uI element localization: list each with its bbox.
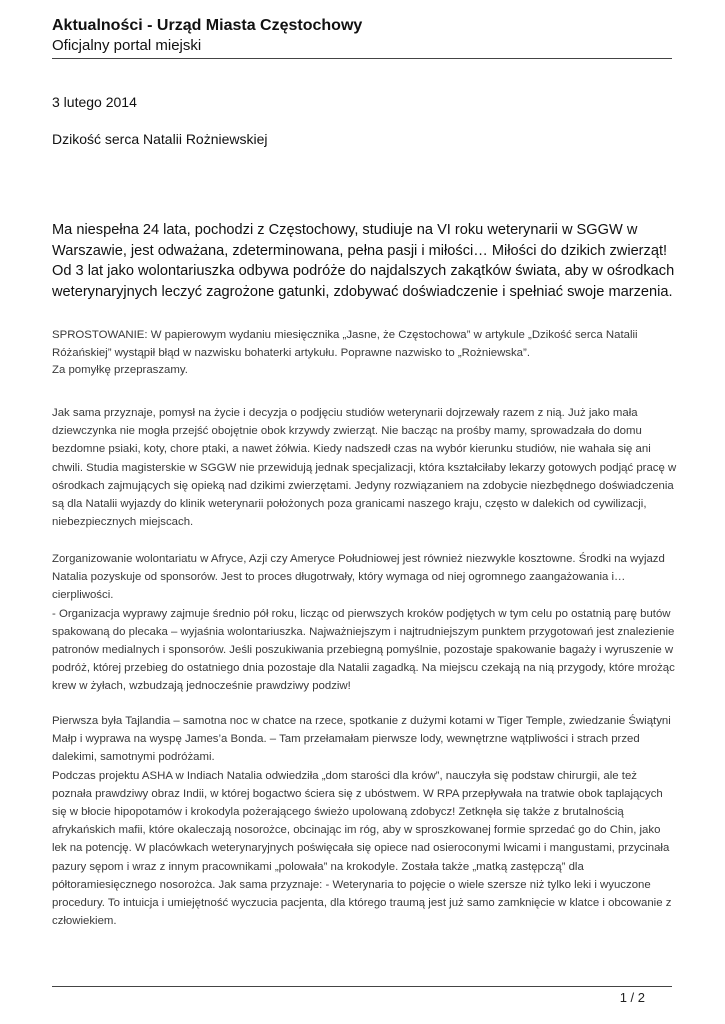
body-paragraph-4: Pierwsza była Tajlandia – samotna noc w chatce na rzece, spotkanie z dużymi kotami w Tiger Temple, zwiedzanie Świątyni Małp i wyprawa na wyspę James’a Bonda. – Tam przełamałam pierwsze lody, wewnętrzne wątpliwości i strach przed dalekimi, samotnymi podróżami. — [52, 715, 671, 764]
correction-notice — [52, 327, 677, 380]
site-subtitle: Oficjalny portal miejski — [52, 37, 202, 54]
page-number: 1 / 2 — [619, 990, 645, 1005]
article-body-section-2 — [52, 550, 677, 696]
header-divider — [52, 58, 672, 59]
article-body-section-3 — [52, 712, 677, 930]
apology-text: Za pomyłkę przepraszamy. — [52, 364, 188, 376]
article-body-section-1 — [52, 404, 677, 549]
article-lead: Ma niespełna 24 lata, pochodzi z Częstochowy, studiuje na VI roku weterynarii w SGGW w Warszawie, jest odważana, zdeterminowana, pełna pasji i miłości… Miłości do dzikich zwierząt! Od 3 lat jako wolontariuszka odbywa podróże do najdalszych zakątków świata, aby w ośrodkach weterynaryjnych leczyć zagrożone gatunki, zdobywać doświadczenie i spełniać swoje marzenia. — [52, 222, 675, 300]
body-paragraph-2: Zorganizowanie wolontariatu w Afryce, Azji czy Ameryce Południowej jest również niezwykle kosztowne. Środki na wyjazd Natalia pozyskuje od sponsorów. Jest to proces długotrwały, który wymaga od niej ogromnego zaangażowania i… cierpliwości. — [52, 553, 665, 602]
body-paragraph-5: Podczas projektu ASHA w Indiach Natalia odwiedziła „dom starości dla krów”, nauczyła się podstaw chirurgii, ale też poznała prawdziwy obraz Indii, w której bogactwo ściera się z ubóstwem. W RPA przepływała na tratwie obok taplających się w błocie hipopotamów i krokodyla pożerającego świeżo upolowaną zdobycz! Zetknęła się także z brutalnością afrykańskich mafii, które okaleczają nosorożce, obcinając im róg, aby w sproszkowanej formie sprzedać go do Chin, jako lek na potencję. W placówkach weterynaryjnych poświęcała się opiece nad osieroconymi lwicami i mangustami, przycinała pazury sępom i wraz z innym pracownikami „polowała” na krokodyle. Została także „matką zastępczą” dla półtoramiesięcznego nosorożca. Jak sama przyznaje: - Weterynaria to pojęcie o wiele szersze niż tylko leki i wyuczone procedury. To intuicja i umiejętność wyczucia pacjenta, dla którego traumą jest już samo zamknięcie w klatce i obcowanie z człowiekiem. — [52, 769, 672, 928]
body-paragraph-1: Jak sama przyznaje, pomysł na życie i decyzja o podjęciu studiów weterynarii dojrzewały razem z nią. Już jako mała dziewczynka nie mogła przejść obojętnie obok krzywdy zwierząt. Nie bacząc na prośby mamy, sprowadzała do domu bezdomne psiaki, koty, chore ptaki, a nawet żółwia. Kiedy nadszedł czas na wybór kierunku studiów, nie wahała się ani chwili. Studia magisterskie w SGGW nie przewidują jednak specjalizacji, która kształciłaby lekarzy gotowych podjąć pracę w ośrodkach zajmujących się opieką nad dzikimi zwierzętami. Jedyny rozwiązaniem na zdobycie niezbędnego doświadczenia są dla Natalii wyjazdy do klinik weterynarii położonych poza granicami naszego kraju, często w dalekich od cywilizacji, niebezpiecznych miejscach. — [52, 407, 677, 529]
correction-text: SPROSTOWANIE: W papierowym wydaniu miesięcznika „Jasne, że Częstochowa” w artykule „Dzikość serca Natalii Różańskiej” wystąpił błąd w nazwisku bohaterki artykułu. Poprawne nazwisko to „Rożniewska”. — [52, 329, 638, 359]
footer-divider — [52, 986, 672, 987]
article-date: 3 lutego 2014 — [52, 94, 137, 110]
site-title: Aktualności - Urząd Miasta Częstochowy — [52, 17, 363, 34]
article-title: Dzikość serca Natalii Rożniewskiej — [52, 131, 268, 147]
page-header — [52, 16, 672, 55]
body-paragraph-3: - Organizacja wyprawy zajmuje średnio pół roku, licząc od pierwszych kroków podjętych w tym celu po ostatnią parę butów spakowaną do plecaka – wyjaśnia wolontariuszka. Najważniejszym i najtrudniejszym punktem przygotowań jest znalezienie patronów medialnych i sponsorów. Jeśli poszukiwania przebiegną pomyślnie, pozostaje spakowanie bagaży i wyruszenie w podróż, której przebieg do ostatniego dnia pozostaje dla Natalii zagadką. Na miejscu czekają na nią przygody, które mrożąc krew w żyłach, wzbudzają jednocześnie prawdziwy podziw! — [52, 607, 675, 693]
